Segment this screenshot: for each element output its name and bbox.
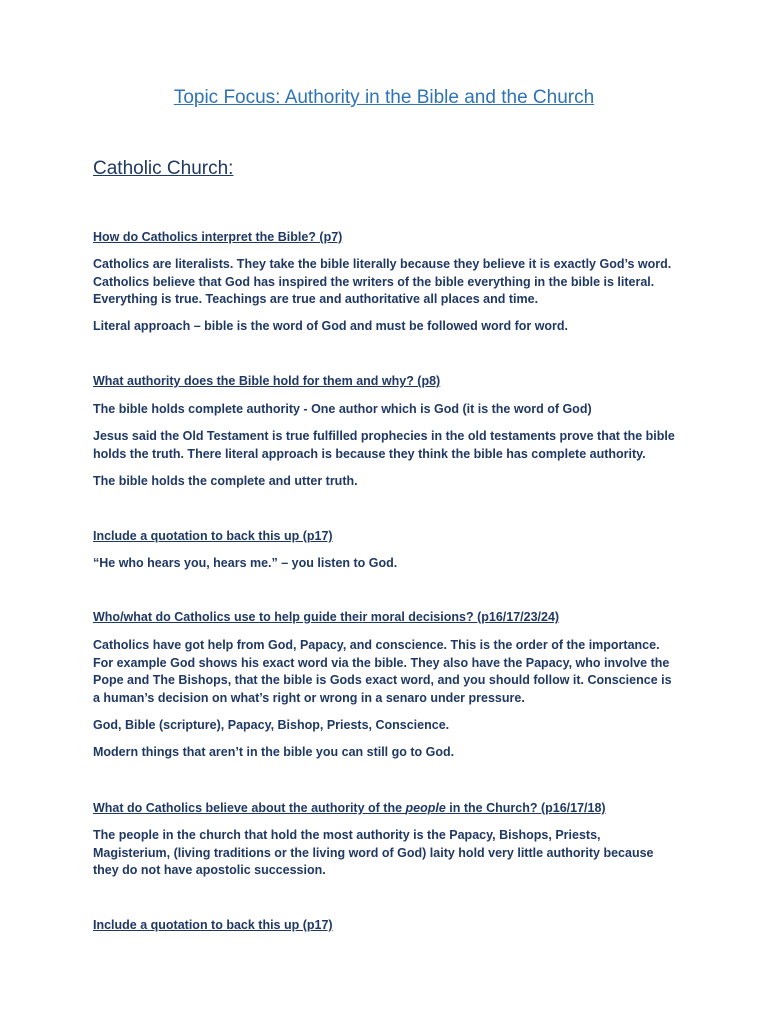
answer-paragraph: Jesus said the Old Testament is true fulfilled prophecies in the old testaments prove that the bible holds the truth. There literal approach is because they think the bible has complete authority. [93,429,675,461]
question-heading: Include a quotation to back this up (p17) [93,529,333,543]
quotation-paragraph: “He who hears you, hears me.” – you listen to God. [93,556,398,570]
question-emphasis: people [405,801,446,815]
question-heading: Who/what do Catholics use to help guide their moral decisions? (p16/17/23/24) [93,610,560,624]
answer-paragraph: Catholics have got help from God, Papacy, and conscience. This is the order of the importance. For example God shows his exact word via the bible. They also have the Papacy, who involve the Pope and The Bishops, that the bible is Gods exact word, and you should follow it. Conscience is a human’s decision on what’s right or wrong in a senaro under pressure. [93,638,672,705]
answer-paragraph: The people in the church that hold the most authority is the Papacy, Bishops, Priests, Magisterium, (living traditions or the living word of God) laity hold very little authority because they do not have apostolic succession. [93,828,654,877]
answer-paragraph: The bible holds complete authority - One author which is God (it is the word of God) [93,402,592,416]
answer-paragraph: Literal approach – bible is the word of God and must be followed word for word. [93,319,569,333]
question-text: What do Catholics believe about the authority of the [93,801,406,815]
question-heading [93,800,675,818]
question-heading: How do Catholics interpret the Bible? (p7) [93,230,343,244]
document-title: Topic Focus: Authority in the Bible and the Church [173,87,595,108]
answer-paragraph: God, Bible (scripture), Papacy, Bishop, Priests, Conscience. [93,718,450,732]
question-text: in the Church? (p16/17/18) [445,801,606,815]
answer-paragraph: The bible holds the complete and utter truth. [93,474,358,488]
section-heading: Catholic Church: [93,158,234,179]
answer-paragraph: Catholics are literalists. They take the bible literally because they believe it is exactly God’s word. Catholics believe that God has inspired the writers of the bible everything in the bible is literal. Everything is true. Teachings are true and authoritative all places and time. [93,257,672,306]
question-heading: What authority does the Bible hold for them and why? (p8) [93,374,441,388]
answer-paragraph: Modern things that aren’t in the bible you can still go to God. [93,745,455,759]
question-heading: Include a quotation to back this up (p17) [93,918,333,932]
